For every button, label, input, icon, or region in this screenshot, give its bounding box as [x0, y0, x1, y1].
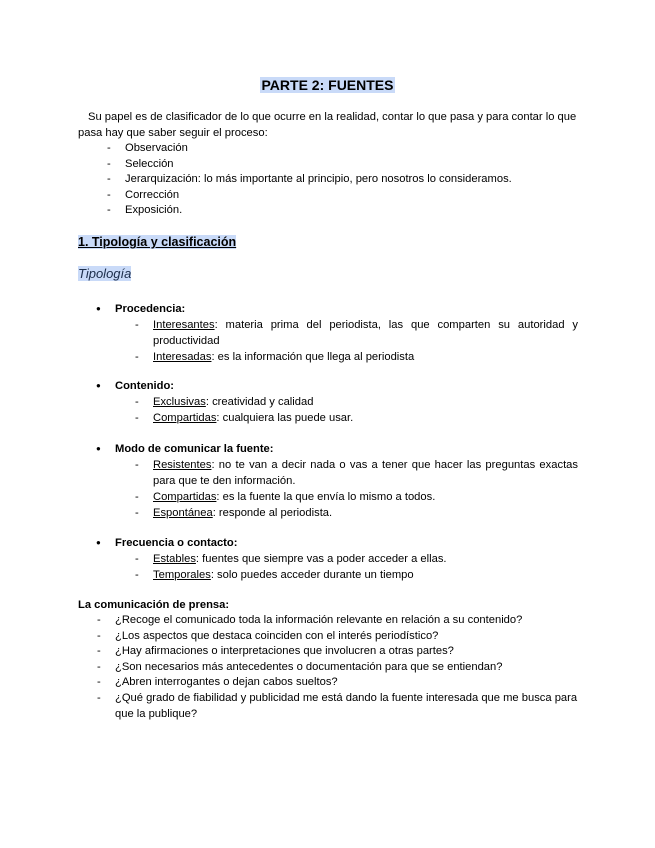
category-contenido — [78, 378, 578, 426]
term: Espontánea — [153, 507, 213, 519]
term-description: : materia prima del periodista, las que comparten su autoridad y productividad — [153, 319, 578, 347]
list-item: - Selección — [78, 157, 578, 173]
term: Exclusivas — [153, 396, 206, 408]
term-description: : no te van a decir nada o vas a tener que hacer las preguntas exactas para que te den información. — [153, 459, 578, 487]
term: Compartidas — [153, 412, 217, 424]
list-item: - Observación — [78, 141, 578, 157]
category-items — [78, 457, 578, 521]
term-description: : cualquiera las puede usar. — [216, 412, 354, 424]
list-item — [78, 457, 578, 489]
intro-block — [78, 109, 578, 219]
list-item: - ¿Abren interrogantes o dejan cabos sueltos? — [78, 675, 578, 691]
intro-paragraph: Su papel es de clasificador de lo que ocurre en la realidad, contar lo que pasa y para contar lo que pasa hay que saber seguir el proceso: — [78, 111, 577, 139]
page-title: PARTE 2: FUENTES — [261, 77, 394, 93]
list-item: - ¿Los aspectos que destaca coinciden con el interés periodístico? — [78, 629, 578, 645]
term: Interesadas — [153, 351, 212, 363]
list-item — [78, 567, 578, 583]
term-description: : es la fuente la que envía lo mismo a todos. — [216, 491, 436, 503]
press-questions-list — [78, 613, 578, 722]
list-item: - ¿Son necesarios más antecedentes o documentación para que se entiendan? — [78, 660, 578, 676]
list-item — [78, 349, 578, 365]
list-item: - ¿Hay afirmaciones o interpretaciones que involucren a otras partes? — [78, 644, 578, 660]
list-item — [78, 551, 578, 567]
section-heading — [78, 235, 578, 249]
term: Compartidas — [153, 491, 217, 503]
term: Resistentes — [153, 459, 212, 471]
list-item: - Corrección — [78, 188, 578, 204]
category-title: ● Frecuencia o contacto: — [78, 535, 578, 551]
category-title: ● Contenido: — [78, 378, 578, 394]
list-item: - Jerarquización: lo más importante al principio, pero nosotros lo consideramos. — [78, 172, 578, 188]
subsection-heading — [78, 266, 578, 281]
subsection-heading-text: Tipología — [78, 266, 132, 281]
category-title: ● Procedencia: — [78, 301, 578, 317]
section-heading-text: 1. Tipología y clasificación — [78, 235, 237, 249]
list-item: - ¿Recoge el comunicado toda la información relevante en relación a su contenido? — [78, 613, 578, 629]
term-description: : responde al periodista. — [212, 507, 333, 519]
category-items — [78, 317, 578, 365]
category-procedencia — [78, 301, 578, 365]
term: Temporales — [153, 569, 211, 581]
category-items — [78, 394, 578, 426]
category-items — [78, 551, 578, 583]
category-frecuencia — [78, 535, 578, 583]
list-item: - Exposición. — [78, 203, 578, 219]
term: Estables — [153, 553, 196, 565]
press-release-section — [78, 597, 578, 722]
list-item — [78, 410, 578, 426]
list-item — [78, 394, 578, 410]
press-title: La comunicación de prensa: — [78, 599, 230, 611]
term-description: : creatividad y calidad — [205, 396, 314, 408]
category-modo-comunicar — [78, 441, 578, 521]
category-title: ● Modo de comunicar la fuente: — [78, 441, 578, 457]
term: Interesantes — [153, 319, 215, 331]
term-description: : fuentes que siempre vas a poder acceder a ellas. — [195, 553, 447, 565]
list-item — [78, 505, 578, 521]
list-item — [78, 489, 578, 505]
process-steps-list — [78, 141, 578, 219]
page-title-wrapper — [0, 77, 655, 93]
term-description: : solo puedes acceder durante un tiempo — [210, 569, 414, 581]
list-item — [78, 317, 578, 349]
term-description: : es la información que llega al periodista — [211, 351, 415, 363]
list-item: - ¿Qué grado de fiabilidad y publicidad me está dando la fuente interesada que me busca para que la publique? — [78, 691, 578, 722]
